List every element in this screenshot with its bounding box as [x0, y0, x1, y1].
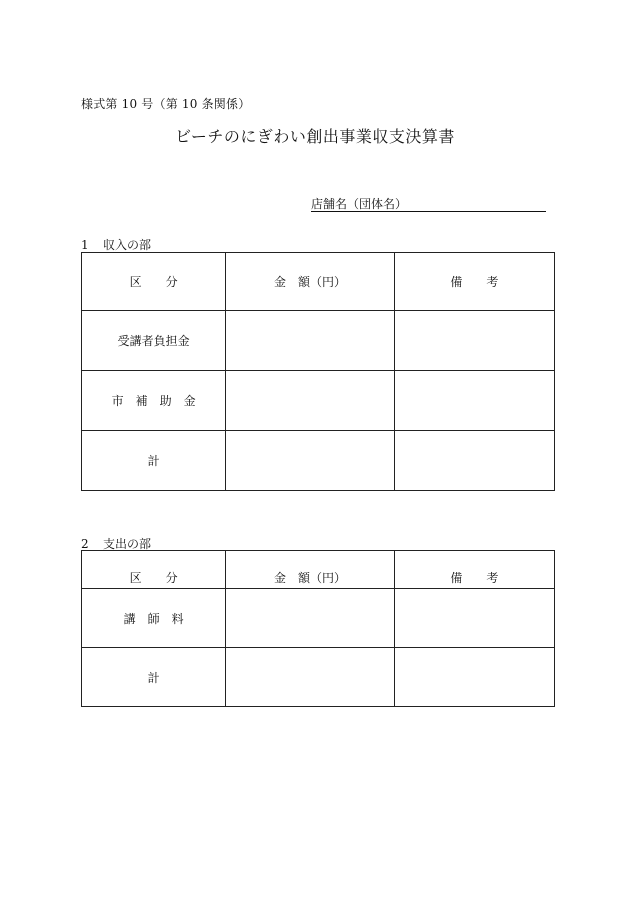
expense-section-title: 支出の部 [103, 537, 152, 551]
income-header-row [82, 253, 555, 311]
expense-header-amount: 金 額（円） [226, 551, 394, 589]
expense-row-remarks-cell[interactable] [394, 648, 554, 707]
income-row-category: 市 補 助 金 [82, 371, 226, 431]
income-header-amount: 金 額（円） [226, 253, 394, 311]
expense-row-amount-cell[interactable] [226, 589, 394, 648]
expense-row-category: 計 [82, 648, 226, 707]
income-row-category: 計 [82, 431, 226, 491]
table-row [82, 431, 555, 491]
expense-header-remarks: 備 考 [394, 551, 554, 589]
income-section-heading [81, 236, 151, 253]
income-row-amount-cell[interactable] [226, 311, 394, 371]
income-row-category: 受講者負担金 [82, 311, 226, 371]
income-row-remarks-cell[interactable] [394, 371, 554, 431]
expense-header-row [82, 551, 555, 589]
expense-row-amount-cell[interactable] [226, 648, 394, 707]
expense-row-remarks-cell[interactable] [394, 589, 554, 648]
income-header-remarks: 備 考 [394, 253, 554, 311]
income-header-category: 区 分 [82, 253, 226, 311]
income-section-number: 1 [81, 238, 89, 252]
form-number: 様式第 10 号（第 10 条関係） [81, 97, 251, 111]
income-section-title: 収入の部 [103, 238, 152, 252]
table-row [82, 311, 555, 371]
shop-name-label: 店舗名（団体名） [311, 197, 408, 211]
table-row [82, 589, 555, 648]
expense-row-category: 講 師 料 [82, 589, 226, 648]
income-table [81, 252, 555, 491]
expense-table [81, 550, 555, 707]
income-row-amount-cell[interactable] [226, 371, 394, 431]
page-title: ビーチのにぎわい創出事業収支決算書 [175, 127, 455, 146]
income-row-remarks-cell[interactable] [394, 311, 554, 371]
expense-section-number: 2 [81, 537, 89, 551]
income-row-amount-cell[interactable] [226, 431, 394, 491]
expense-header-category: 区 分 [82, 551, 226, 589]
shop-name-field[interactable] [311, 197, 546, 212]
table-row [82, 371, 555, 431]
table-row [82, 648, 555, 707]
income-row-remarks-cell[interactable] [394, 431, 554, 491]
